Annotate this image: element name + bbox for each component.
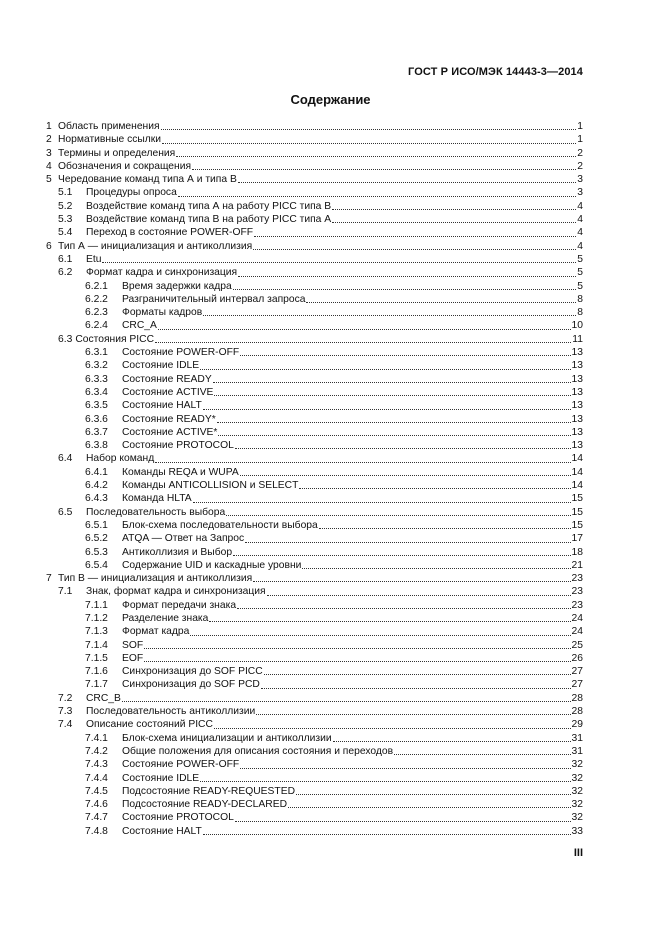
toc-entry-number: 6	[46, 240, 52, 252]
toc-entry	[46, 373, 583, 386]
toc-entry	[46, 160, 583, 173]
toc-entry-page: 3	[577, 174, 583, 186]
toc-entry-title: Область применения	[58, 121, 160, 132]
toc-entry	[46, 506, 583, 519]
toc-entry-number: 7	[46, 573, 52, 585]
toc-entry-number: 7.4.7	[85, 812, 108, 824]
toc-entry	[46, 745, 583, 758]
toc-entry-number: 3	[46, 147, 52, 159]
toc-entry	[46, 439, 583, 452]
toc-entry	[46, 785, 583, 798]
dot-leader	[332, 221, 576, 223]
toc-entry-title: Состояние READY	[122, 373, 212, 385]
dot-leader	[261, 687, 571, 689]
toc-entry-title: Чередование команд типа А и типа В	[58, 174, 237, 186]
dot-leader	[237, 607, 570, 609]
toc-entry	[46, 798, 583, 811]
dot-leader	[302, 567, 570, 569]
toc-entry-number: 7.4	[58, 719, 73, 731]
toc-entry-page: 8	[577, 307, 583, 319]
dot-leader	[214, 394, 570, 396]
toc-entry-number: 7.4.2	[85, 745, 108, 757]
toc-entry-number: 6.5.1	[85, 519, 108, 531]
dot-leader	[245, 541, 570, 543]
dot-leader	[161, 128, 577, 130]
toc-entry-number: 2	[46, 134, 52, 146]
toc-entry-page: 14	[571, 466, 583, 478]
toc-entry-title: Обозначения и сокращения	[58, 160, 192, 172]
toc-entry-number: 7.4.5	[85, 785, 108, 797]
dot-leader	[192, 168, 576, 170]
toc-entry-title: Состояние PROTOCOL	[122, 812, 234, 824]
toc-entry-number: 6.2.2	[85, 293, 108, 305]
document-code: ГОСТ Р ИСО/МЭК 14443-3—2014	[408, 66, 583, 78]
toc-entry-title: Разделение знака	[122, 612, 209, 624]
toc-entry-number: 6.1	[58, 253, 73, 265]
dot-leader	[394, 753, 570, 755]
toc-entry-page: 5	[577, 267, 583, 279]
toc-entry-title: Состояния PICC	[75, 333, 155, 345]
toc-entry-title: Состояние READY*	[122, 413, 216, 425]
toc-entry-title: Воздействие команд типа В на работу PICC типа А	[86, 214, 332, 226]
toc-entry-page: 2	[577, 160, 583, 172]
toc-entry	[46, 466, 583, 479]
dot-leader	[158, 328, 571, 330]
dot-leader	[144, 660, 570, 662]
toc-entry-title: Набор команд	[86, 453, 155, 465]
dot-leader	[193, 501, 571, 503]
toc-entry-title: Состояние IDLE	[122, 360, 200, 372]
toc-entry-number: 7.1	[58, 586, 73, 598]
toc-entry-title: SOF	[122, 639, 144, 651]
toc-entry	[46, 386, 583, 399]
toc-entry-title: Термины и определения	[58, 147, 176, 159]
toc-entry-title: Формат передачи знака	[122, 599, 237, 611]
toc-entry-title: Подсостояние READY-REQUESTED	[122, 785, 296, 797]
toc-entry-number: 7.1.7	[85, 679, 108, 691]
toc-entry-number: 7.4.1	[85, 732, 108, 744]
toc-entry-number: 7.1.6	[85, 666, 108, 678]
dot-leader	[238, 275, 576, 277]
toc-entry-number: 5.4	[58, 227, 73, 239]
dot-leader	[190, 634, 570, 636]
toc-entry-title: EOF	[122, 652, 144, 664]
toc-entry-number: 7.4.3	[85, 759, 108, 771]
toc-entry-number: 6.3.5	[85, 400, 108, 412]
toc-entry-page: 13	[571, 413, 583, 425]
dot-leader	[296, 793, 571, 795]
dot-leader	[240, 767, 570, 769]
toc-entry-page: 32	[571, 759, 583, 771]
dot-leader	[254, 235, 576, 237]
toc-entry-number: 6.4.2	[85, 480, 108, 492]
toc-entry-title: Последовательность выбора	[86, 506, 226, 518]
toc-entry-title: Состояние ACTIVE*	[122, 426, 218, 438]
toc-entry-page: 4	[577, 227, 583, 239]
toc-entry	[46, 492, 583, 505]
dot-leader	[240, 354, 570, 356]
toc-entry-page: 10	[571, 320, 583, 332]
dot-leader	[217, 421, 571, 423]
toc-entry-number: 7.2	[58, 692, 73, 704]
toc-entry-page: 25	[571, 639, 583, 651]
toc-entry-page: 14	[571, 453, 583, 465]
toc-entry-title: Время задержки кадра	[122, 280, 232, 292]
toc-entry-page: 27	[571, 666, 583, 678]
toc-entry	[46, 226, 583, 239]
toc-entry	[46, 280, 583, 293]
toc-entry-title: Состояние IDLE	[122, 772, 200, 784]
toc-entry-page: 32	[571, 799, 583, 811]
toc-entry	[46, 811, 583, 824]
dot-leader	[226, 514, 570, 516]
toc-entry	[46, 718, 583, 731]
toc-entry-page: 15	[571, 506, 583, 518]
toc-entry	[46, 253, 583, 266]
toc-entry-page: 13	[571, 360, 583, 372]
dot-leader	[319, 527, 571, 529]
toc-entry	[46, 639, 583, 652]
dot-leader	[267, 594, 571, 596]
toc-entry-page: 4	[577, 240, 583, 252]
toc-entry-page: 28	[571, 692, 583, 704]
toc-entry-title: ATQA — Ответ на Запрос	[122, 533, 245, 545]
toc-entry-page: 31	[571, 732, 583, 744]
dot-leader	[288, 806, 571, 808]
toc-entry	[46, 732, 583, 745]
toc-entry	[46, 240, 583, 253]
toc-entry	[46, 678, 583, 691]
toc-entry-page: 1	[577, 121, 583, 132]
toc-entry-title: Тип В — инициализация и антиколлизия	[58, 573, 253, 585]
toc-entry	[46, 758, 583, 771]
toc-entry-number: 6.4.3	[85, 493, 108, 505]
toc-entry-page: 13	[571, 373, 583, 385]
toc-entry	[46, 519, 583, 532]
toc-entry-page: 15	[571, 519, 583, 531]
toc-entry-title: Тип А — инициализация и антиколлизия	[58, 240, 253, 252]
toc-entry	[46, 692, 583, 705]
toc-entry	[46, 213, 583, 226]
toc-entry-page: 31	[571, 745, 583, 757]
dot-leader	[218, 434, 570, 436]
toc-entry-page: 13	[571, 426, 583, 438]
toc-entry-number: 6.3.4	[85, 386, 108, 398]
dot-leader	[233, 288, 577, 290]
toc-entry-page: 23	[571, 599, 583, 611]
dot-leader	[233, 554, 570, 556]
toc-entry-number: 6.3	[58, 333, 73, 345]
toc-entry-number: 6.4	[58, 453, 73, 465]
toc-entry-title: Разграничительный интервал запроса	[122, 293, 306, 305]
toc-entry-title: Содержание UID и каскадные уровни	[122, 559, 302, 571]
toc-entry-title: Состояние HALT	[122, 400, 202, 412]
toc-entry-number: 6.2	[58, 267, 73, 279]
toc-entry	[46, 359, 583, 372]
toc-entry	[46, 413, 583, 426]
toc-entry-page: 23	[571, 586, 583, 598]
toc-entry-number: 7.1.4	[85, 639, 108, 651]
toc-entry-title: CRC_B	[86, 692, 121, 704]
toc-entry	[46, 120, 583, 133]
toc-entry-number: 6.4.1	[85, 466, 108, 478]
toc-entry-page: 4	[577, 214, 583, 226]
dot-leader	[299, 487, 570, 489]
dot-leader	[235, 820, 571, 822]
toc-entry	[46, 652, 583, 665]
toc-entry-title: Описание состояний PICC	[86, 719, 213, 731]
toc-entry-number: 7.4.4	[85, 772, 108, 784]
toc-entry-title: Синхронизация до SOF PCD	[122, 679, 260, 691]
toc-entry-number: 6.5.2	[85, 533, 108, 545]
toc-entry	[46, 572, 583, 585]
dot-leader	[306, 301, 576, 303]
toc-entry-number: 6.3.1	[85, 347, 108, 359]
toc-entry	[46, 705, 583, 718]
toc-entry-page: 24	[571, 612, 583, 624]
dot-leader	[155, 461, 570, 463]
toc-entry-number: 6.3.2	[85, 360, 108, 372]
toc-entry-page: 29	[571, 719, 583, 731]
toc-entry-page: 13	[571, 400, 583, 412]
toc-entry-number: 7.1.3	[85, 626, 108, 638]
dot-leader	[102, 261, 576, 263]
dot-leader	[253, 248, 576, 250]
toc-entry-page: 13	[571, 347, 583, 359]
toc-entry-title: Команда HLTA	[122, 493, 192, 505]
dot-leader	[200, 368, 570, 370]
toc-entry-title: Процедуры опроса	[86, 187, 177, 199]
toc-entry	[46, 585, 583, 598]
toc-entry-title: Нормативные ссылки	[58, 134, 162, 146]
toc-entry-number: 7.4.8	[85, 825, 108, 837]
toc-entry-title: Команды REQA и WUPA	[122, 466, 239, 478]
toc-entry-page: 11	[572, 333, 583, 345]
dot-leader	[162, 142, 576, 144]
toc-entry-title: Блок-схема инициализации и антиколлизии	[122, 732, 332, 744]
toc-entry-page: 17	[571, 533, 583, 545]
dot-leader	[178, 195, 576, 197]
toc-entry-page: 23	[571, 573, 583, 585]
toc-entry	[46, 133, 583, 146]
toc-entry	[46, 772, 583, 785]
toc-entry-title: Синхронизация до SOF PICC	[122, 666, 263, 678]
dot-leader	[144, 647, 570, 649]
dot-leader	[333, 740, 571, 742]
toc-entry-page: 32	[571, 812, 583, 824]
toc-entry-page: 13	[571, 440, 583, 452]
toc-entry-number: 6.5.3	[85, 546, 108, 558]
toc-entry-page: 27	[571, 679, 583, 691]
dot-leader	[332, 208, 576, 210]
toc-entry-number: 6.2.4	[85, 320, 108, 332]
toc-entry	[46, 532, 583, 545]
toc-entry-title: Воздействие команд типа А на работу PICC типа В	[86, 200, 332, 212]
toc-entry-title: Состояние HALT	[122, 825, 202, 837]
toc-entry-number: 7.3	[58, 706, 73, 718]
toc-entry-title: Подсостояние READY-DECLARED	[122, 799, 288, 811]
toc-entry-page: 8	[577, 293, 583, 305]
toc-entry-page: 18	[571, 546, 583, 558]
toc-entry-page: 14	[571, 480, 583, 492]
toc-entry	[46, 319, 583, 332]
toc-title: Содержание	[290, 92, 371, 107]
toc-entry	[46, 186, 583, 199]
toc-entry	[46, 452, 583, 465]
toc-entry-title: Формат кадра	[122, 626, 190, 638]
toc-entry-page: 2	[577, 147, 583, 159]
toc-entry-title: CRC_A	[122, 320, 157, 332]
toc-entry-title: Состояние ACTIVE	[122, 386, 214, 398]
dot-leader	[240, 474, 571, 476]
toc-entry-page: 3	[577, 187, 583, 199]
toc-entry-title: Переход в состояние POWER-OFF	[86, 227, 254, 239]
toc-entry	[46, 200, 583, 213]
toc-entry	[46, 625, 583, 638]
dot-leader	[203, 408, 571, 410]
toc-entry	[46, 266, 583, 279]
toc-entry	[46, 426, 583, 439]
dot-leader	[203, 833, 571, 835]
toc-entry-number: 4	[46, 160, 52, 172]
toc-entry	[46, 346, 583, 359]
toc-entry-number: 7.4.6	[85, 799, 108, 811]
toc-entry-title: Форматы кадров	[122, 307, 203, 319]
toc-entry-number: 1	[46, 121, 52, 132]
dot-leader	[256, 713, 570, 715]
toc-entry-page: 28	[571, 706, 583, 718]
toc-entry-number: 6.5.4	[85, 559, 108, 571]
toc-entry-page: 15	[571, 493, 583, 505]
toc-entry	[46, 665, 583, 678]
dot-leader	[214, 727, 571, 729]
toc-entry-title: Состояние POWER-OFF	[122, 759, 240, 771]
toc-entry-title: Состояние PROTOCOL	[122, 440, 234, 452]
toc-entry-title: Блок-схема последовательности выбора	[122, 519, 318, 531]
toc-entry-page: 13	[571, 386, 583, 398]
toc-entry	[46, 293, 583, 306]
toc-entry-number: 6.3.8	[85, 440, 108, 452]
toc-entry-page: 32	[571, 785, 583, 797]
toc-entry	[46, 612, 583, 625]
toc-entry-number: 6.5	[58, 506, 73, 518]
toc-entry-page: 1	[577, 134, 583, 146]
dot-leader	[264, 673, 571, 675]
dot-leader	[122, 700, 571, 702]
toc-entry-page: 24	[571, 626, 583, 638]
toc-entry-title: Формат кадра и синхронизация	[86, 267, 238, 279]
dot-leader	[200, 780, 570, 782]
toc-entry	[46, 147, 583, 160]
dot-leader	[238, 181, 576, 183]
toc-entry	[46, 479, 583, 492]
toc-entry-title: Антиколлизия и Выбор	[122, 546, 233, 558]
table-of-contents	[46, 120, 583, 838]
toc-entry	[46, 333, 583, 346]
toc-entry-title: Последовательность антиколлизии	[86, 706, 256, 718]
toc-entry	[46, 559, 583, 572]
page-number: III	[573, 847, 583, 859]
toc-entry	[46, 546, 583, 559]
toc-entry-title: Общие положения для описания состояния и переходов	[122, 745, 394, 757]
dot-leader	[176, 155, 576, 157]
toc-entry-number: 5.2	[58, 200, 73, 212]
toc-entry-number: 7.1.5	[85, 652, 108, 664]
toc-entry-number: 7.1.2	[85, 612, 108, 624]
toc-entry-page: 21	[571, 559, 583, 571]
dot-leader	[155, 341, 571, 343]
toc-entry-number: 6.2.3	[85, 307, 108, 319]
dot-leader	[213, 381, 571, 383]
toc-entry-title: Etu	[86, 253, 102, 265]
toc-entry-page: 33	[571, 825, 583, 837]
toc-entry	[46, 825, 583, 838]
toc-entry	[46, 399, 583, 412]
toc-entry-page: 32	[571, 772, 583, 784]
dot-leader	[253, 580, 570, 582]
toc-entry-number: 6.3.7	[85, 426, 108, 438]
toc-entry-title: Команды ANTICOLLISION и SELECT	[122, 480, 299, 492]
dot-leader	[203, 314, 576, 316]
toc-entry	[46, 599, 583, 612]
toc-entry-page: 26	[571, 652, 583, 664]
toc-entry-number: 6.3.3	[85, 373, 108, 385]
toc-entry-title: Состояние POWER-OFF	[122, 347, 240, 359]
toc-entry	[46, 306, 583, 319]
dot-leader	[235, 447, 571, 449]
toc-entry-number: 6.2.1	[85, 280, 108, 292]
toc-entry-number: 5.1	[58, 187, 73, 199]
toc-entry-number: 7.1.1	[85, 599, 108, 611]
toc-entry-page: 5	[577, 280, 583, 292]
toc-entry-number: 5	[46, 174, 52, 186]
dot-leader	[209, 620, 570, 622]
toc-entry-page: 4	[577, 200, 583, 212]
toc-entry	[46, 173, 583, 186]
toc-entry-title: Знак, формат кадра и синхронизация	[86, 586, 266, 598]
toc-entry-page: 5	[577, 253, 583, 265]
toc-entry-number: 6.3.6	[85, 413, 108, 425]
toc-entry-number: 5.3	[58, 214, 73, 226]
